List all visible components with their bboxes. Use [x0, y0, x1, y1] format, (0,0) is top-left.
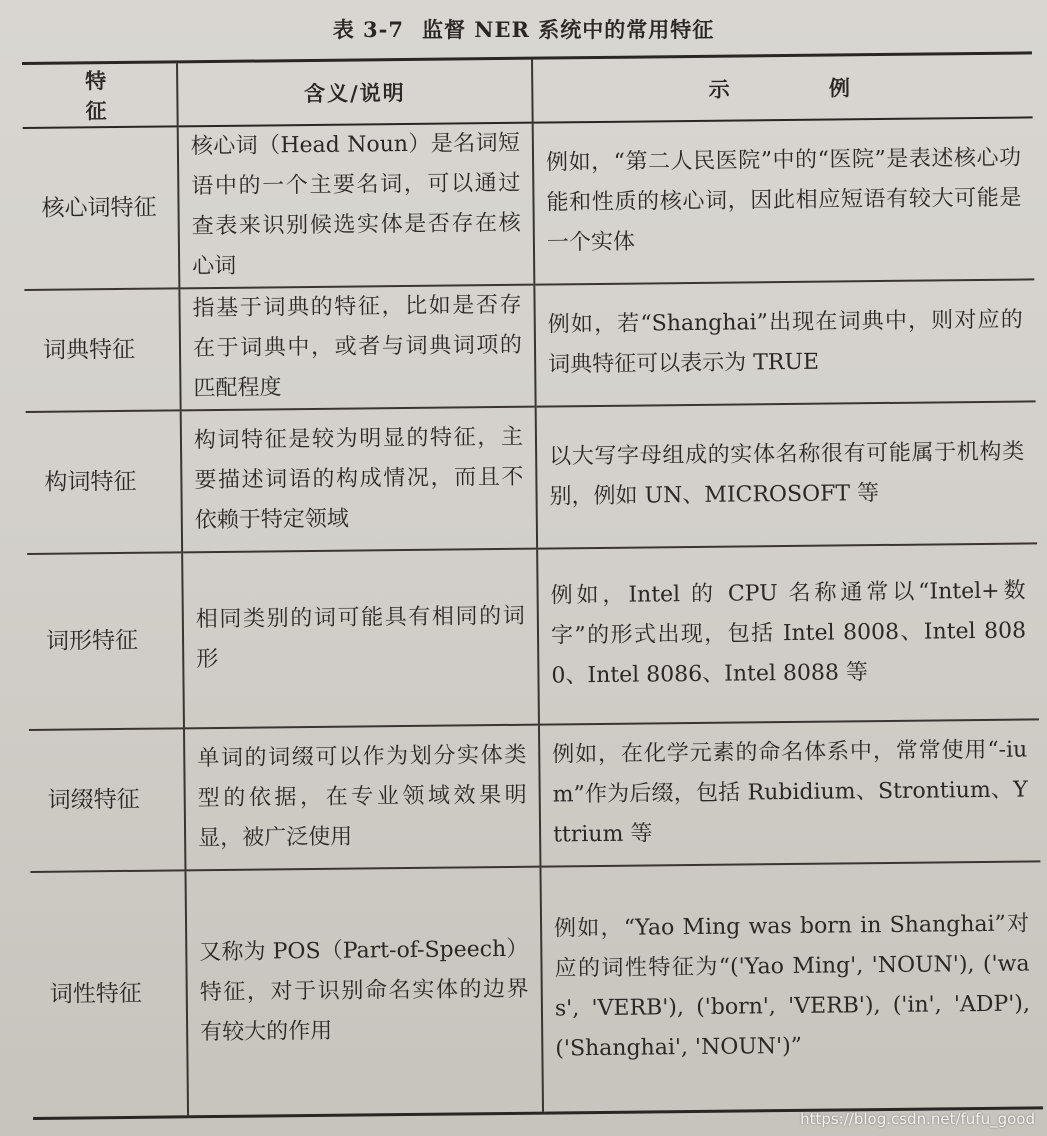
example-cell: 以大写字母组成的实体名称很有可能属于机构类别，例如 UN、MICROSOFT 等	[536, 401, 1037, 548]
table-header	[22, 53, 1033, 128]
header-feature: 特 征	[22, 62, 178, 128]
table-row	[30, 861, 1043, 1118]
meaning-cell: 构词特征是较为明显的特征，主要描述词语的构成情况，而且不依赖于特定领域	[181, 407, 537, 553]
meaning-cell: 单词的词缀可以作为划分实体类型的依据，在专业领域效果明显，被广泛使用	[184, 725, 540, 871]
table-row	[26, 401, 1037, 554]
table-caption	[0, 14, 1047, 44]
feature-cell: 构词特征	[26, 410, 182, 554]
table-row	[29, 719, 1040, 872]
watermark-url: https://blog.csdn.net/fufu_good	[800, 1110, 1035, 1128]
feature-table	[22, 51, 1043, 1120]
feature-cell: 词形特征	[27, 552, 184, 730]
feature-cell: 词典特征	[24, 288, 180, 412]
header-example: 示 例	[532, 53, 1033, 123]
example-cell: 例如，若“Shanghai”出现在词典中，则对应的词典特征可以表示为 TRUE	[534, 279, 1035, 406]
table-body	[23, 117, 1043, 1118]
meaning-cell: 核心词（Head Noun）是名词短语中的一个主要名词，可以通过查表来识别候选实体是否存在核心词	[178, 123, 535, 289]
meaning-cell: 又称为 POS（Part-of-Speech）特征，对于识别命名实体的边界有较大的作用	[185, 867, 543, 1117]
header-meaning: 含义/说明	[177, 58, 533, 126]
table-number: 表 3-7	[332, 17, 404, 42]
meaning-cell: 指基于词典的特征，比如是否存在于词典中，或者与词典词项的匹配程度	[179, 285, 535, 411]
feature-cell: 词缀特征	[29, 728, 185, 872]
table-row	[24, 279, 1035, 412]
example-cell: 例如，“Yao Ming was born in Shanghai”对应的词性特征为“('Yao Ming', 'NOUN'), ('was', 'VERB'), ('born', 'VERB'), ('in', 'ADP'), ('Shanghai', 'NOUN')”	[540, 861, 1043, 1113]
table-row	[23, 117, 1035, 290]
table-title: 监督 NER 系统中的常用特征	[421, 17, 715, 42]
feature-cell: 核心词特征	[23, 126, 180, 290]
table-row	[27, 543, 1039, 730]
example-cell: 例如，“第二人民医院”中的“医院”是表述核心功能和性质的核心词，因此相应短语有较大可能是一个实体	[533, 117, 1035, 284]
example-cell: 例如，Intel 的 CPU 名称通常以“Intel+数字”的形式出现，包括 Intel 8008、Intel 8080、Intel 8086、Intel 8088 等	[537, 543, 1039, 724]
feature-cell: 词性特征	[30, 870, 188, 1118]
header-row	[22, 53, 1033, 128]
meaning-cell: 相同类别的词可能具有相同的词形	[182, 549, 539, 729]
example-cell: 例如，在化学元素的命名体系中，常常使用“-ium”作为后缀，包括 Rubidium、Strontium、Yttrium 等	[539, 719, 1040, 866]
